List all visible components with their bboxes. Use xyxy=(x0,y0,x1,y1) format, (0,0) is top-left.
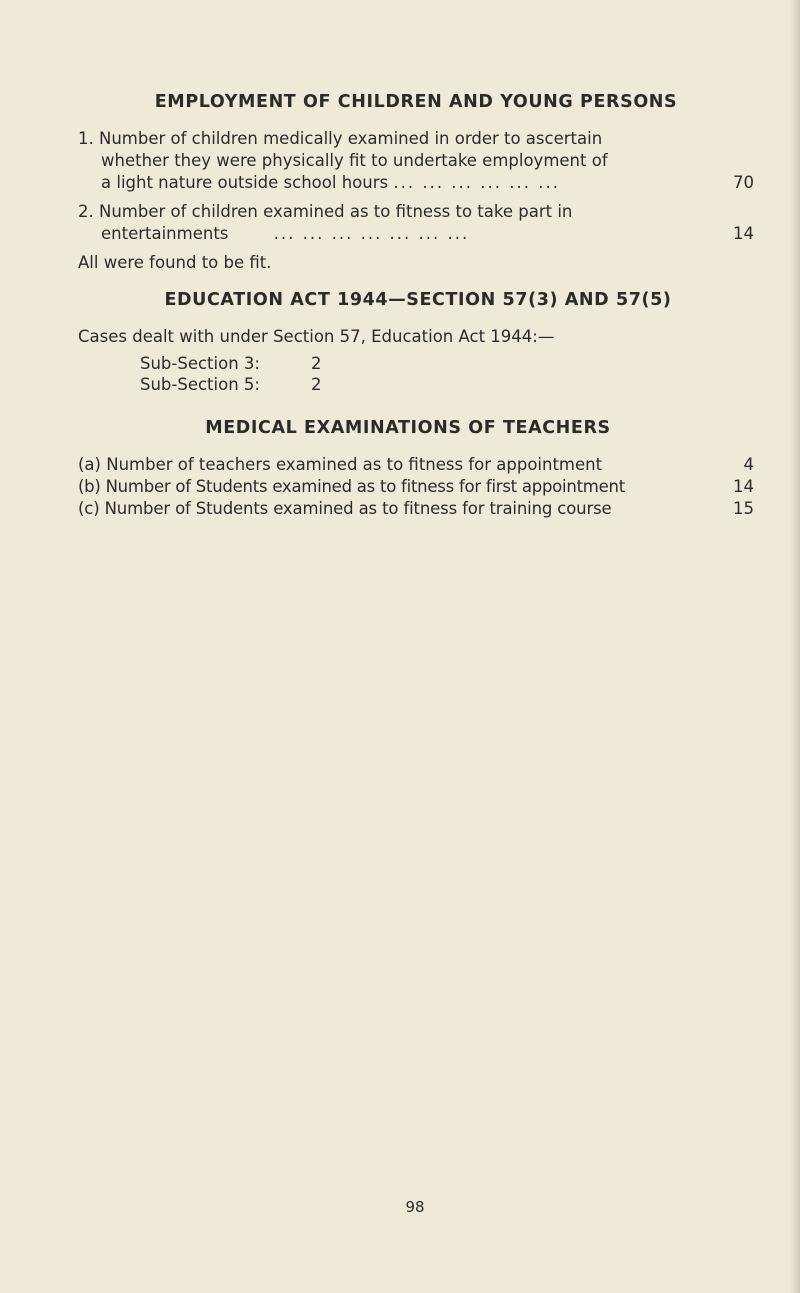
cases-intro: Cases dealt with under Section 57, Education Act 1944:— xyxy=(78,327,555,346)
teachers-row-a-label: (a) Number of teachers examined as to fitness for appointment xyxy=(78,455,603,474)
item1-line2: whether they were physically fit to undertake employment of xyxy=(101,151,608,170)
subsection-5-label: Sub-Section 5: xyxy=(140,375,260,394)
item1-value: 70 xyxy=(733,173,754,192)
teachers-row-b-value: 14 xyxy=(733,477,754,496)
item1-line1: 1. Number of children medically examined in order to ascertain xyxy=(78,129,603,148)
fit-note: All were found to be fit. xyxy=(78,253,272,272)
section-title-teachers: MEDICAL EXAMINATIONS OF TEACHERS xyxy=(205,418,611,438)
section-title-employment: EMPLOYMENT OF CHILDREN AND YOUNG PERSONS xyxy=(154,92,678,112)
item1-leader-dots: ... ... ... ... ... ... xyxy=(393,173,560,192)
teachers-row-a-value: 4 xyxy=(743,455,754,474)
item2-value: 14 xyxy=(733,224,754,243)
page-number: 98 xyxy=(405,1198,425,1216)
subsection-3-label: Sub-Section 3: xyxy=(140,354,260,373)
item2-leader-dots: ... ... ... ... ... ... ... xyxy=(273,224,470,243)
page-edge xyxy=(790,0,800,1293)
section-title-education-act: EDUCATION ACT 1944—SECTION 57(3) AND 57(5) xyxy=(164,290,672,310)
item1-line3-text: a light nature outside school hours xyxy=(101,173,389,192)
item2-line1: 2. Number of children examined as to fitness to take part in xyxy=(78,202,573,221)
teachers-row-c-value: 15 xyxy=(733,499,754,518)
item2-line2-text: entertainments xyxy=(101,224,229,243)
item2-line2 xyxy=(101,224,469,243)
teachers-row-c-label: (c) Number of Students examined as to fitness for training course xyxy=(78,499,612,518)
item1-line3 xyxy=(101,173,560,192)
subsection-5-value: 2 xyxy=(311,375,322,394)
teachers-row-b-label: (b) Number of Students examined as to fitness for first appointment xyxy=(78,477,625,496)
subsection-3-value: 2 xyxy=(311,354,322,373)
